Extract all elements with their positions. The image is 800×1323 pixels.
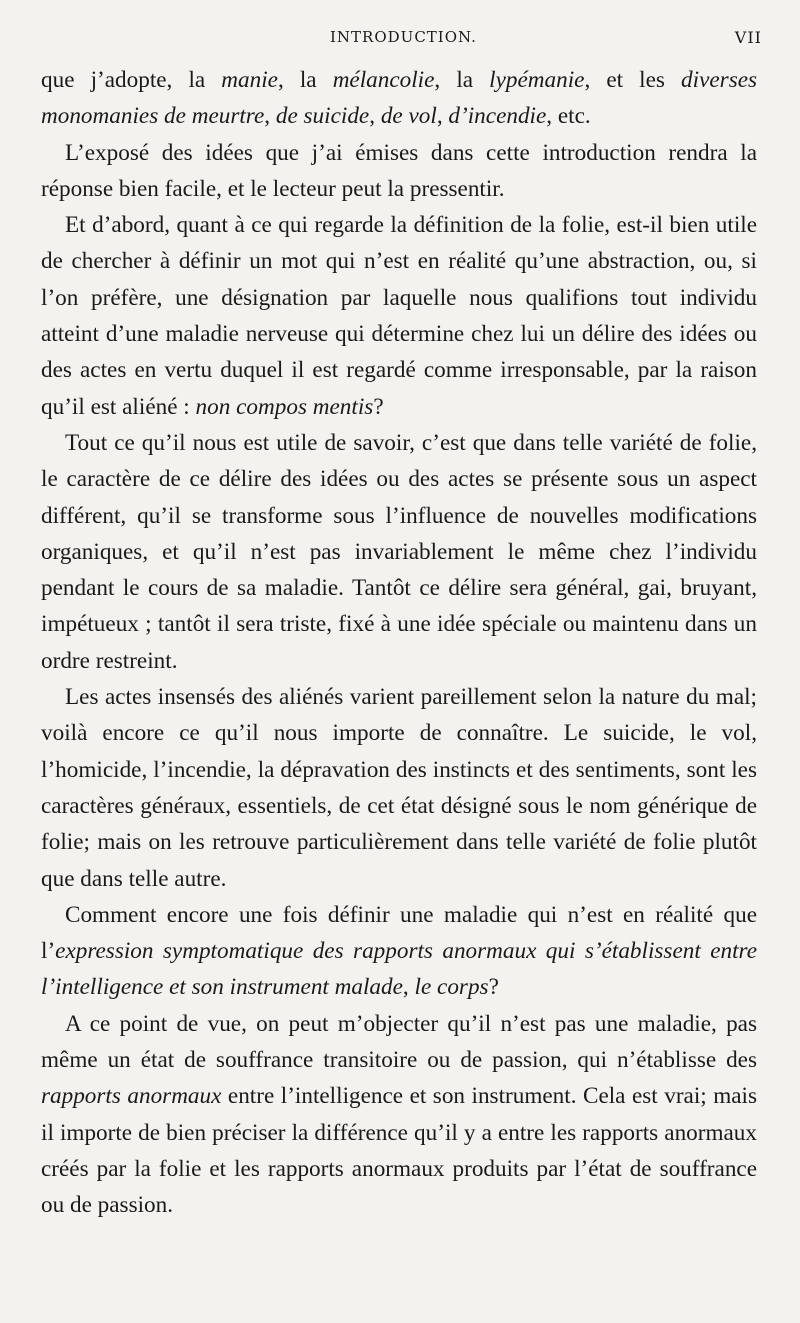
text-run: A ce point de vue, on peut m’objecter qu’il n’est pas une maladie, pas même un état de souffrance transitoire ou de passion, qui n’établisse des — [41, 1010, 757, 1074]
page-header — [0, 28, 800, 52]
text-run: que j’adopte, la — [41, 67, 222, 93]
text-run: , la — [277, 67, 333, 93]
italic-text: d’incendie — [448, 103, 547, 130]
text-run: , — [369, 103, 381, 130]
italic-text: non compos mentis — [195, 393, 374, 420]
text-run: , etc. — [546, 103, 591, 130]
text-run: L’exposé des idées que j’ai émises dans cette introduction rendra la réponse bien facile, et le lecteur peut la pressentir. — [41, 139, 757, 202]
text-run: ? — [488, 974, 499, 1001]
page-number: VII — [734, 28, 762, 47]
italic-text: de suicide — [275, 103, 370, 130]
text-run: , et les — [584, 67, 682, 93]
paragraph — [41, 679, 757, 897]
paragraph — [41, 135, 757, 208]
paragraph — [41, 62, 757, 135]
paragraph — [41, 425, 757, 679]
running-title: INTRODUCTION. — [330, 28, 477, 46]
italic-text: lypémanie — [489, 67, 585, 93]
text-run: Et d’abord, quant à ce qui regarde la définition de la folie, est-il bien utile de chercher à définir un mot qui n’est en réalité qu’une abstraction, ou, si l’on préfère, une désignation par laquelle nous qualifions tout individu atteint d’une maladie nerveuse qui détermine chez lui un délire des idées ou des actes en vertu duquel il est regardé comme irresponsable, par la raison qu’il est aliéné : — [41, 212, 757, 420]
text-run: , — [264, 103, 276, 130]
italic-text: mélancolie — [332, 67, 435, 93]
text-run: , — [436, 103, 449, 130]
italic-text: manie — [221, 67, 278, 93]
text-run: ? — [373, 393, 384, 420]
body-text — [41, 62, 757, 1224]
text-run: , — [402, 974, 415, 1001]
italic-text: expression symptomatique des rapports anormaux qui s’établissent entre l’intelligence et son instrument malade — [41, 938, 757, 1001]
italic-text: de vol — [380, 103, 437, 130]
text-run: , la — [434, 67, 490, 93]
italic-text: rapports anormaux — [41, 1083, 222, 1110]
text-run: Comment encore une fois définir une maladie qui n’est en réalité que l’ — [41, 901, 757, 965]
text-run: Les actes insensés des aliénés varient pareillement selon la nature du mal; voilà encore ce qu’il nous importe de connaître. Le suicide, le vol, l’homicide, l’incendie, la dépravation des instincts et des sentiments, sont les caractères généraux, essentiels, de cet état désigné sous le nom générique de folie; mais on les retrouve particulièrement dans telle variété de folie plutôt que dans telle autre. — [41, 684, 757, 892]
italic-text: diverses monomanies de meurtre — [41, 67, 758, 130]
text-run: Tout ce qu’il nous est utile de savoir, c’est que dans telle variété de folie, le caractère de ce délire des idées ou des actes se présente sous un aspect différent, qu’il se transforme sous l’influence de nouvelles modifications organiques, et qu’il n’est pas invariablement le même chez l’individu pendant le cours de sa maladie. Tantôt ce délire sera général, gai, bruyant, impétueux ; tantôt il sera triste, fixé à une idée spéciale ou maintenu dans un ordre restreint. — [41, 429, 757, 674]
paragraph — [41, 897, 757, 1006]
paragraph — [41, 1006, 757, 1224]
paragraph — [41, 207, 757, 425]
italic-text: le corps — [414, 974, 489, 1001]
text-run: entre l’intelligence et son instrument. Cela est vrai; mais il importe de bien préciser la différence qu’il y a entre les rapports anormaux créés par la folie et les rapports anormaux produits par l’état de souffrance ou de passion. — [41, 1083, 758, 1219]
